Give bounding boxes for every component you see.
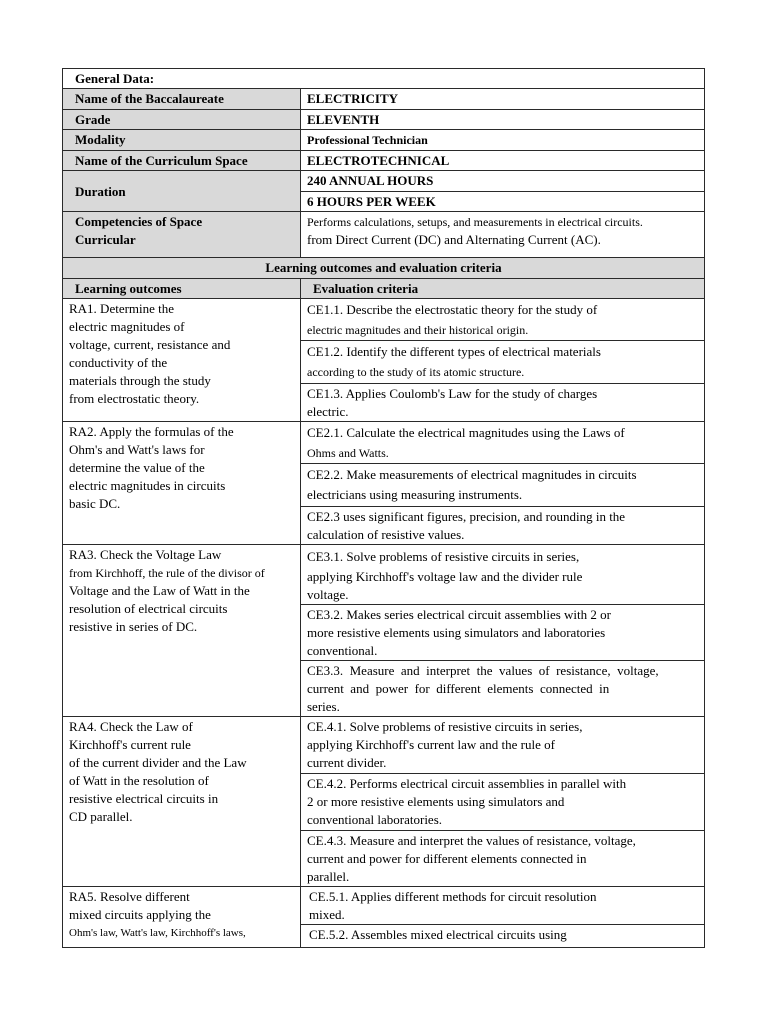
duration-weekly: 6 HOURS PER WEEK xyxy=(301,192,705,212)
info-row-baccalaureate xyxy=(63,89,705,110)
curriculum-document xyxy=(62,68,704,948)
section-title: Learning outcomes and evaluation criteria xyxy=(63,258,705,279)
criterion-ce5-1 xyxy=(301,887,705,925)
criterion-line: CE3.2. Makes series electrical circuit assemblies with 2 or xyxy=(307,607,611,622)
criterion-line: CE3.1. Solve problems of resistive circuits in series, xyxy=(307,549,580,564)
ra-line: RA3. Check the Voltage Law xyxy=(69,547,222,562)
criterion-line: applying Kirchhoff's current law and the rule of xyxy=(307,737,555,752)
info-value: Professional Technician xyxy=(301,130,705,151)
info-value: ELEVENTH xyxy=(301,110,705,130)
competencies-label-line: Curricular xyxy=(75,232,136,247)
criterion-ce2-3 xyxy=(301,507,705,545)
ra-line: of the current divider and the Law xyxy=(69,755,247,770)
ra-line: RA1. Determine the xyxy=(69,301,175,316)
criterion-line: CE2.3 uses significant figures, precision, and rounding in the xyxy=(307,509,626,524)
criterion-line: 2 or more resistive elements using simulators and xyxy=(307,794,565,809)
info-label: Grade xyxy=(63,110,301,130)
criterion-line: more resistive elements using simulators and laboratories xyxy=(307,625,606,640)
outcome-row xyxy=(63,545,705,605)
competencies-value-line: Performs calculations, setups, and measurements in electrical circuits. xyxy=(307,215,643,229)
ra-line: conductivity of the xyxy=(69,355,168,370)
ra-line: from Kirchhoff, the rule of the divisor of xyxy=(69,566,265,580)
criterion-ce3-3 xyxy=(301,661,705,717)
criterion-line: current divider. xyxy=(307,755,387,770)
learning-outcome-ra5 xyxy=(63,887,301,948)
ra-line: electric magnitudes of xyxy=(69,319,185,334)
duration-label: Duration xyxy=(63,171,301,212)
info-row-curriculum-space xyxy=(63,151,705,171)
competencies-label xyxy=(63,212,301,258)
learning-outcome-ra3 xyxy=(63,545,301,717)
criterion-ce3-1 xyxy=(301,545,705,605)
column-headers-row xyxy=(63,279,705,299)
criterion-line: series. xyxy=(307,699,340,714)
ra-line: Voltage and the Law of Watt in the xyxy=(69,583,250,598)
ra-line: resistive electrical circuits in xyxy=(69,791,219,806)
ra-line: Ohm's law, Watt's law, Kirchhoff's laws, xyxy=(69,927,246,939)
criterion-line: electricians using measuring instruments. xyxy=(307,487,523,502)
criterion-line: electric. xyxy=(307,404,349,419)
info-row-grade xyxy=(63,110,705,130)
criterion-line: CE.4.1. Solve problems of resistive circuits in series, xyxy=(307,719,583,734)
learning-outcome-ra1 xyxy=(63,299,301,422)
criterion-ce4-2 xyxy=(301,774,705,831)
criterion-line: CE.5.2. Assembles mixed electrical circuits using xyxy=(309,927,567,942)
competencies-label-line: Competencies of Space xyxy=(75,214,203,229)
criterion-ce5-2 xyxy=(301,925,705,948)
criterion-line: CE.4.3. Measure and interpret the values of resistance, voltage, xyxy=(307,833,636,848)
criterion-line: CE.5.1. Applies different methods for circuit resolution xyxy=(309,889,597,904)
criterion-line: CE1.2. Identify the different types of electrical materials xyxy=(307,344,601,359)
criterion-line: applying Kirchhoff's voltage law and the divider rule xyxy=(307,569,583,584)
criterion-line: according to the study of its atomic structure. xyxy=(307,365,525,379)
info-label: Name of the Curriculum Space xyxy=(63,151,301,171)
curriculum-table xyxy=(62,68,705,948)
criterion-ce1-1 xyxy=(301,299,705,341)
criterion-line: CE1.1. Describe the electrostatic theory for the study of xyxy=(307,302,598,317)
criterion-ce4-1 xyxy=(301,717,705,774)
competencies-value xyxy=(301,212,705,258)
ra-line: determine the value of the xyxy=(69,460,205,475)
ra-line: resolution of electrical circuits xyxy=(69,601,228,616)
criterion-line: conventional laboratories. xyxy=(307,812,443,827)
criterion-line: Ohms and Watts. xyxy=(307,446,389,460)
outcome-row xyxy=(63,299,705,341)
criterion-line: mixed. xyxy=(309,907,345,922)
ra-line: Kirchhoff's current rule xyxy=(69,737,191,752)
info-label: Modality xyxy=(63,130,301,151)
criterion-ce2-2 xyxy=(301,464,705,507)
section-title-row xyxy=(63,258,705,279)
evaluation-criteria-header: Evaluation criteria xyxy=(301,279,705,299)
ra-line: materials through the study xyxy=(69,373,211,388)
criterion-ce1-3 xyxy=(301,384,705,422)
learning-outcomes-header: Learning outcomes xyxy=(63,279,301,299)
criterion-line: CE.4.2. Performs electrical circuit assemblies in parallel with xyxy=(307,776,627,791)
criterion-ce1-2 xyxy=(301,341,705,384)
criterion-line: electric magnitudes and their historical origin. xyxy=(307,323,529,337)
ra-line: voltage, current, resistance and xyxy=(69,337,231,352)
criterion-ce3-2 xyxy=(301,605,705,661)
competencies-row xyxy=(63,212,705,258)
criterion-line: conventional. xyxy=(307,643,378,658)
info-value: ELECTRICITY xyxy=(301,89,705,110)
criterion-line: parallel. xyxy=(307,869,350,884)
criterion-line: calculation of resistive values. xyxy=(307,527,465,542)
criterion-line: current and power for different elements connected in xyxy=(307,681,610,696)
ra-line: of Watt in the resolution of xyxy=(69,773,209,788)
ra-line: CD parallel. xyxy=(69,809,133,824)
duration-annual: 240 ANNUAL HOURS xyxy=(301,171,705,192)
outcome-row xyxy=(63,422,705,464)
criterion-ce4-3 xyxy=(301,831,705,887)
info-row-modality xyxy=(63,130,705,151)
info-value: ELECTROTECHNICAL xyxy=(301,151,705,171)
criterion-line: CE2.1. Calculate the electrical magnitudes using the Laws of xyxy=(307,425,625,440)
criterion-line: voltage. xyxy=(307,587,349,602)
ra-line: electric magnitudes in circuits xyxy=(69,478,226,493)
ra-line: mixed circuits applying the xyxy=(69,907,211,922)
criterion-ce2-1 xyxy=(301,422,705,464)
info-label: Name of the Baccalaureate xyxy=(63,89,301,110)
learning-outcome-ra2 xyxy=(63,422,301,545)
ra-line: Ohm's and Watt's laws for xyxy=(69,442,205,457)
outcome-row xyxy=(63,887,705,925)
learning-outcome-ra4 xyxy=(63,717,301,887)
criterion-line: CE1.3. Applies Coulomb's Law for the study of charges xyxy=(307,386,598,401)
ra-line: RA5. Resolve different xyxy=(69,889,190,904)
general-data-title: General Data: xyxy=(63,69,705,89)
ra-line: basic DC. xyxy=(69,496,121,511)
ra-line: RA4. Check the Law of xyxy=(69,719,193,734)
ra-line: RA2. Apply the formulas of the xyxy=(69,424,234,439)
criterion-line: CE3.3. Measure and interpret the values of resistance, voltage, xyxy=(307,663,659,678)
ra-line: from electrostatic theory. xyxy=(69,391,200,406)
criterion-line: CE2.2. Make measurements of electrical magnitudes in circuits xyxy=(307,467,637,482)
general-data-row xyxy=(63,69,705,89)
duration-row-1 xyxy=(63,171,705,192)
outcome-row xyxy=(63,717,705,774)
criterion-line: current and power for different elements connected in xyxy=(307,851,587,866)
competencies-value-line: from Direct Current (DC) and Alternating Current (AC). xyxy=(307,232,601,247)
ra-line: resistive in series of DC. xyxy=(69,619,198,634)
